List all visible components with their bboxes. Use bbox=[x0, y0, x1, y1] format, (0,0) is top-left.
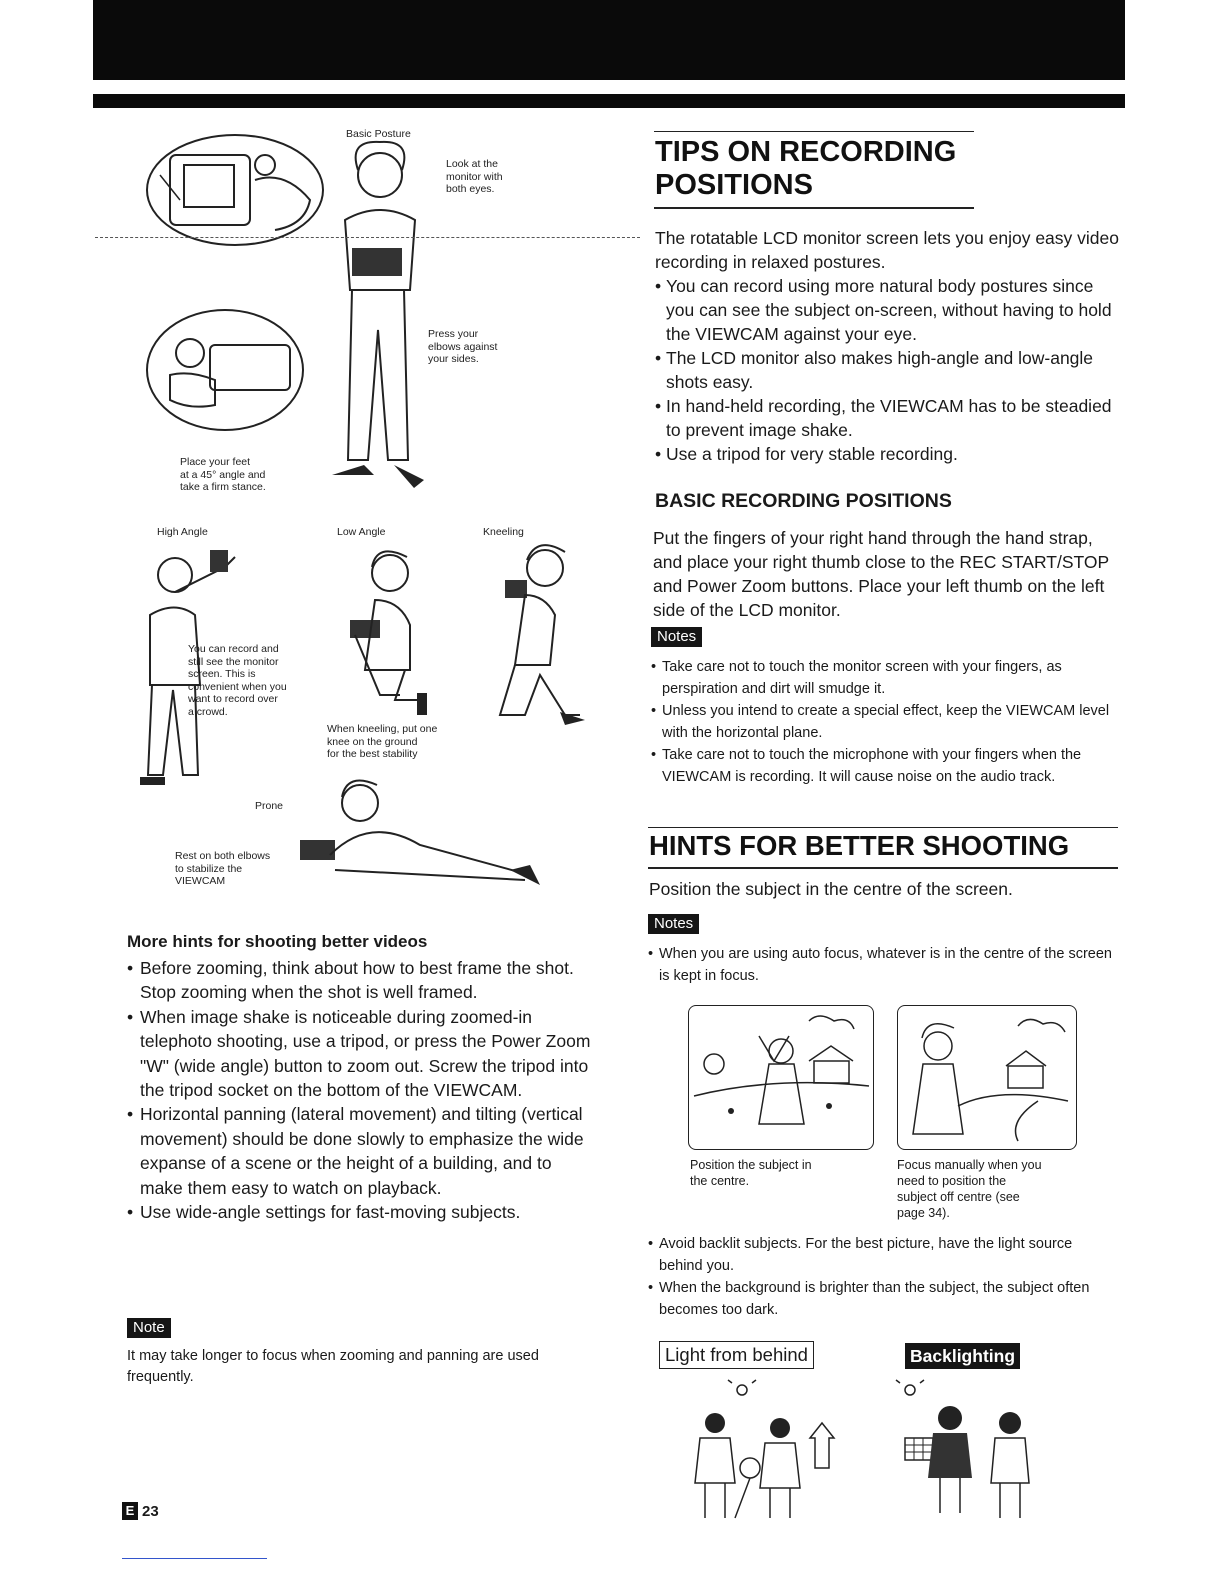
page-number-value: 23 bbox=[142, 1502, 159, 1520]
low-angle-label: Low Angle bbox=[337, 526, 386, 538]
hints-body: Position the subject in the centre of the screen. bbox=[649, 879, 1013, 899]
page-letter: E bbox=[122, 1502, 138, 1520]
page-number bbox=[122, 1502, 159, 1520]
camera-closeup-illustration bbox=[140, 130, 330, 250]
title-rule bbox=[654, 207, 974, 209]
list-item: • When image shake is noticeable during zoomed-in telephoto shooting, use a tripod, or press the Power Zoom "W" (wide angle) button to zoom out. Screw the tripod into the tripod socket on the bottom of the VIEWCAM. bbox=[127, 1005, 597, 1103]
list-item: • Before zooming, think about how to best frame the shot. Stop zooming when the shot is well framed. bbox=[127, 956, 597, 1005]
header-bar bbox=[93, 0, 1125, 80]
kneeling-caption: When kneeling, put one knee on the ground for the best stability bbox=[327, 723, 438, 760]
low-angle-figure bbox=[335, 545, 445, 720]
high-angle-label: High Angle bbox=[157, 526, 208, 538]
centred-subject-illustration bbox=[688, 1005, 874, 1150]
title-rule bbox=[654, 131, 974, 132]
list-item: • Unless you intend to create a special effect, keep the VIEWCAM level with the horizontal plane. bbox=[651, 700, 1121, 744]
intro-text: The rotatable LCD monitor screen lets you enjoy easy video recording in relaxed postures. bbox=[655, 228, 1119, 272]
more-hints-heading: More hints for shooting better videos bbox=[127, 932, 428, 951]
tips-title: TIPS ON RECORDING POSITIONS bbox=[655, 136, 957, 201]
hand-grip-illustration bbox=[140, 305, 320, 435]
kneeling-figure bbox=[490, 540, 590, 730]
list-item: • You can record using more natural body postures since you can see the subject on-screen, without having to hold the VIEWCAM against your eye. bbox=[655, 274, 1120, 346]
basic-posture-label: Basic Posture bbox=[346, 128, 411, 140]
list-item: • Horizontal panning (lateral movement) and tilting (vertical movement) should be done slowly to emphasize the wide expanse of a scene or the height of a building, and to make them easy to watch on playback. bbox=[127, 1102, 597, 1200]
kneeling-label: Kneeling bbox=[483, 526, 524, 538]
list-item: • The LCD monitor also makes high-angle and low-angle shots easy. bbox=[655, 346, 1120, 394]
list-item: • Take care not to touch the monitor screen with your fingers, as perspiration and dirt will smudge it. bbox=[651, 656, 1121, 700]
tips-list bbox=[655, 274, 1120, 466]
note-text: It may take longer to focus when zooming and panning are used frequently. bbox=[127, 1348, 539, 1385]
hints-title: HINTS FOR BETTER SHOOTING bbox=[649, 830, 1070, 861]
header-rule bbox=[93, 94, 1125, 108]
notes-list bbox=[648, 943, 1118, 987]
list-item: • When you are using auto focus, whatever is in the centre of the screen is kept in focus. bbox=[648, 943, 1118, 987]
list-item: • Avoid backlit subjects. For the best picture, have the light source behind you. bbox=[648, 1233, 1118, 1277]
basic-posture-figure bbox=[320, 140, 440, 500]
notes-list bbox=[648, 1233, 1118, 1321]
frame-caption-centre: Position the subject in the centre. bbox=[690, 1158, 812, 1188]
off-centre-subject-illustration bbox=[897, 1005, 1077, 1150]
note-badge: Note bbox=[127, 1318, 171, 1338]
basic-positions-body: Put the fingers of your right hand through the hand strap, and place your right thumb close to the REC START/STOP and Power Zoom buttons. Place your left thumb on the left side of the LCD monitor. bbox=[653, 528, 1109, 620]
notes-badge: Notes bbox=[651, 627, 702, 647]
feet-caption: Place your feet at a 45° angle and take a firm stance. bbox=[180, 456, 266, 493]
prone-caption: Rest on both elbows to stabilize the VIEWCAM bbox=[175, 850, 271, 887]
look-caption: Look at the monitor with both eyes. bbox=[446, 158, 503, 195]
backlighting-illustration bbox=[895, 1378, 1045, 1528]
list-item: • In hand-held recording, the VIEWCAM has to be steadied to prevent image shake. bbox=[655, 394, 1120, 442]
light-from-behind-label: Light from behind bbox=[659, 1341, 814, 1369]
prone-label: Prone bbox=[255, 800, 284, 812]
frame-caption-off-centre: Focus manually when you need to position the subject off centre (see page 34). bbox=[897, 1158, 1042, 1220]
press-caption: Press your elbows against your sides. bbox=[428, 328, 498, 365]
basic-positions-heading: BASIC RECORDING POSITIONS bbox=[655, 490, 952, 512]
list-item: • Use a tripod for very stable recording. bbox=[655, 442, 1120, 466]
backlighting-label: Backlighting bbox=[905, 1343, 1020, 1369]
list-item: • Take care not to touch the microphone with your fingers when the VIEWCAM is recording. It will cause noise on the audio track. bbox=[651, 744, 1121, 788]
notes-badge: Notes bbox=[648, 914, 699, 934]
more-hints-list bbox=[127, 956, 597, 1224]
list-item: • When the background is brighter than the subject, the subject often becomes too dark. bbox=[648, 1277, 1118, 1321]
footer-line bbox=[122, 1558, 267, 1559]
high-angle-caption: You can record and still see the monitor screen. This is convenient when you want to record over a crowd. bbox=[188, 643, 287, 718]
light-from-behind-illustration bbox=[680, 1378, 840, 1528]
title-rule bbox=[648, 867, 1118, 869]
figure-divider bbox=[95, 237, 640, 238]
list-item: • Use wide-angle settings for fast-moving subjects. bbox=[127, 1200, 597, 1224]
notes-list bbox=[651, 656, 1121, 788]
title-rule bbox=[648, 827, 1118, 828]
prone-figure bbox=[280, 775, 550, 895]
